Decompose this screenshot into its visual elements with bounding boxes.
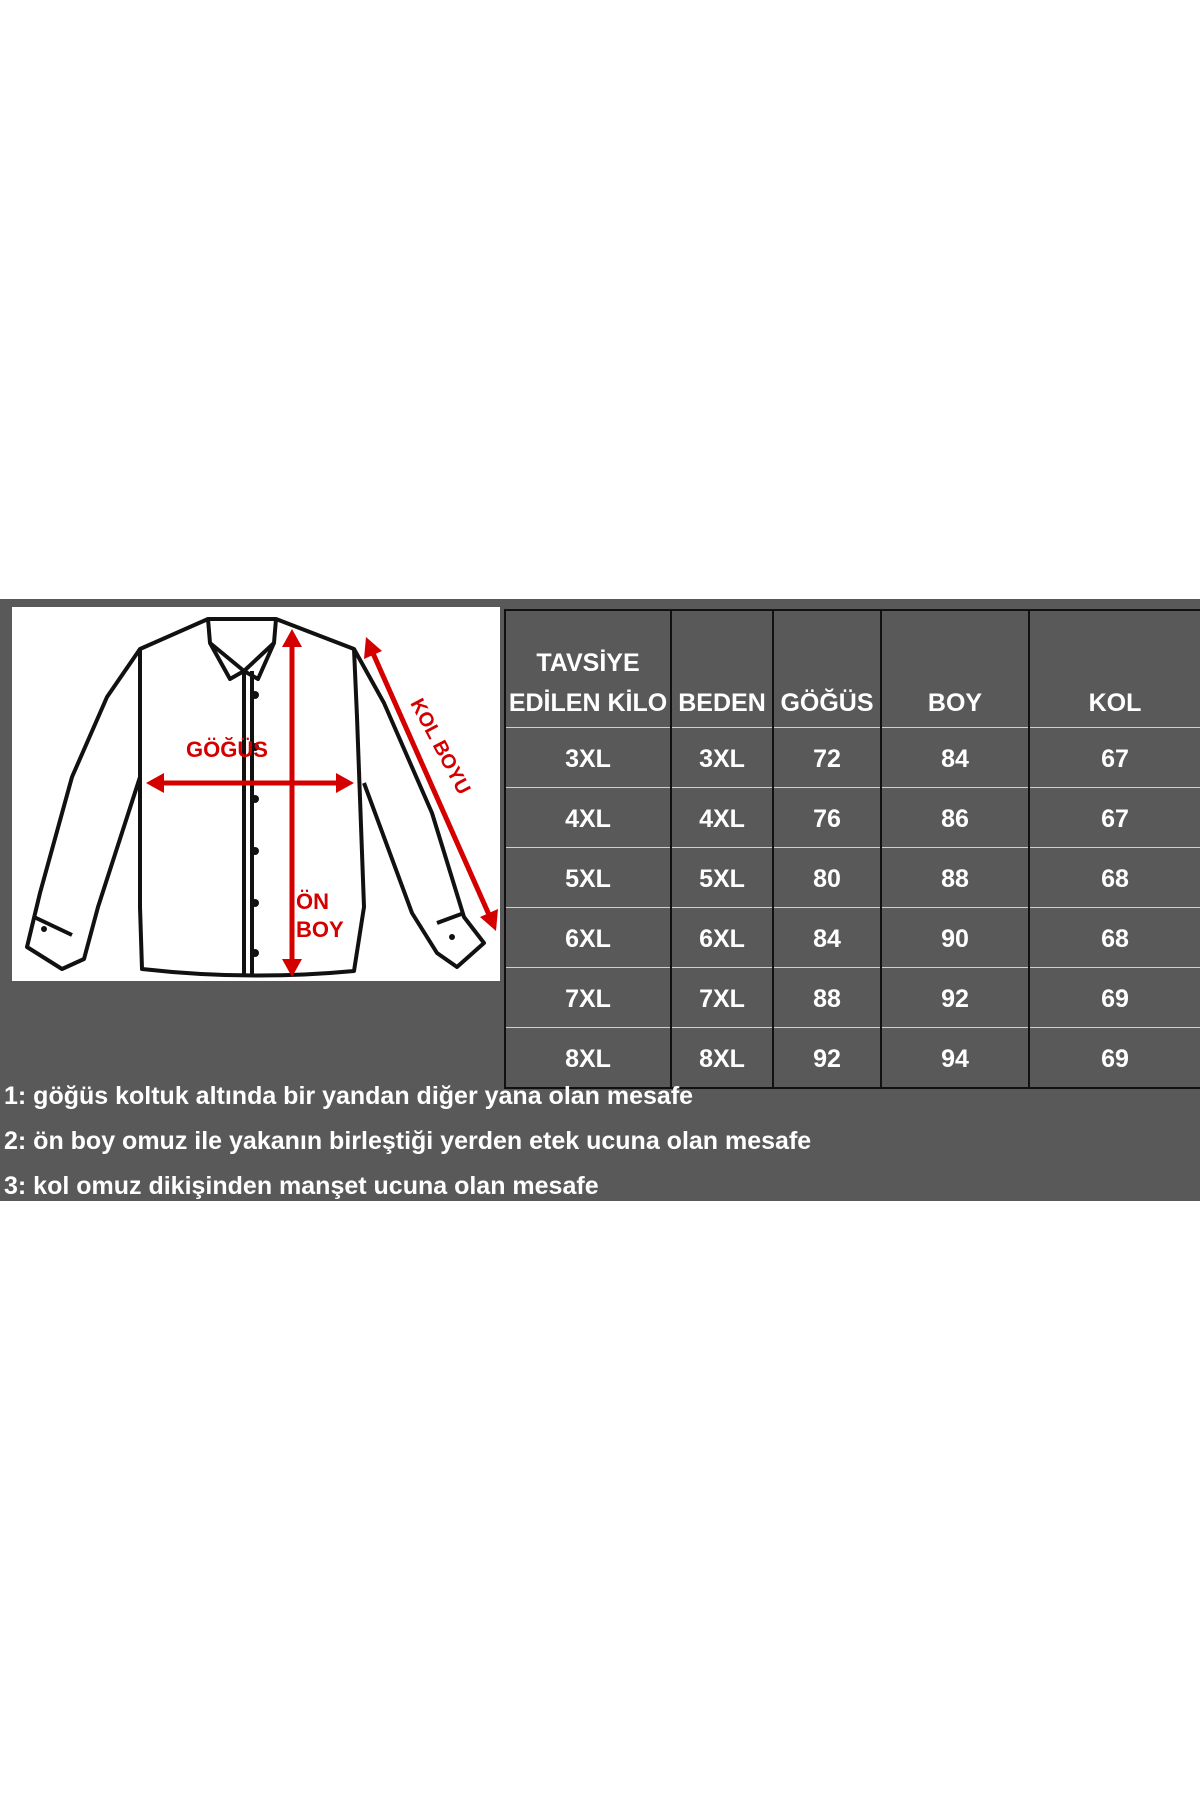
cell-chest: 72	[773, 728, 881, 788]
table-row	[505, 848, 1200, 908]
table-row	[505, 788, 1200, 848]
measurement-notes	[4, 1074, 811, 1209]
cell-weight: 7XL	[505, 968, 671, 1028]
header-chest: GÖĞÜS	[773, 610, 881, 728]
cell-chest: 80	[773, 848, 881, 908]
right-sleeve-outline	[354, 649, 484, 967]
cell-length: 92	[881, 968, 1029, 1028]
cell-size: 4XL	[671, 788, 773, 848]
note-sleeve: 3: kol omuz dikişinden manşet ucuna olan mesafe	[4, 1172, 599, 1200]
cell-sleeve: 69	[1029, 1028, 1200, 1089]
header-recommended-weight: TAVSİYE EDİLEN KİLO	[505, 610, 671, 728]
cell-weight: 3XL	[505, 728, 671, 788]
cell-sleeve: 67	[1029, 728, 1200, 788]
cell-length: 90	[881, 908, 1029, 968]
cell-sleeve: 69	[1029, 968, 1200, 1028]
cell-chest: 76	[773, 788, 881, 848]
cell-size: 3XL	[671, 728, 773, 788]
cell-chest: 92	[773, 1028, 881, 1089]
cell-size: 5XL	[671, 848, 773, 908]
sleeve-length-arrow	[364, 637, 498, 931]
size-chart-panel	[0, 599, 1200, 1201]
front-length-label-1: ÖN	[296, 889, 329, 914]
table-row	[505, 728, 1200, 788]
table-header-row	[505, 610, 1200, 728]
cell-size: 8XL	[671, 1028, 773, 1089]
note-front-length: 2: ön boy omuz ile yakanın birleştiği yerden etek ucuna olan mesafe	[4, 1127, 812, 1155]
cell-length: 86	[881, 788, 1029, 848]
cell-length: 88	[881, 848, 1029, 908]
cell-weight: 8XL	[505, 1028, 671, 1089]
cell-weight: 6XL	[505, 908, 671, 968]
cell-weight: 5XL	[505, 848, 671, 908]
cell-chest: 84	[773, 908, 881, 968]
front-length-label-2: BOY	[296, 917, 344, 942]
cell-length: 84	[881, 728, 1029, 788]
cell-size: 7XL	[671, 968, 773, 1028]
cell-sleeve: 67	[1029, 788, 1200, 848]
size-table	[504, 609, 1200, 1089]
table-row	[505, 908, 1200, 968]
chest-label: GÖĞÜS	[186, 737, 268, 762]
shirt-diagram	[12, 607, 500, 981]
sleeve-length-label: KOL BOYU	[405, 695, 475, 799]
header-sleeve: KOL	[1029, 610, 1200, 728]
table-row	[505, 968, 1200, 1028]
cell-sleeve: 68	[1029, 908, 1200, 968]
cell-sleeve: 68	[1029, 848, 1200, 908]
cell-weight: 4XL	[505, 788, 671, 848]
cell-size: 6XL	[671, 908, 773, 968]
cell-length: 94	[881, 1028, 1029, 1089]
header-length: BOY	[881, 610, 1029, 728]
note-chest: 1: göğüs koltuk altında bir yandan diğer yana olan mesafe	[4, 1082, 694, 1110]
cell-chest: 88	[773, 968, 881, 1028]
header-size: BEDEN	[671, 610, 773, 728]
